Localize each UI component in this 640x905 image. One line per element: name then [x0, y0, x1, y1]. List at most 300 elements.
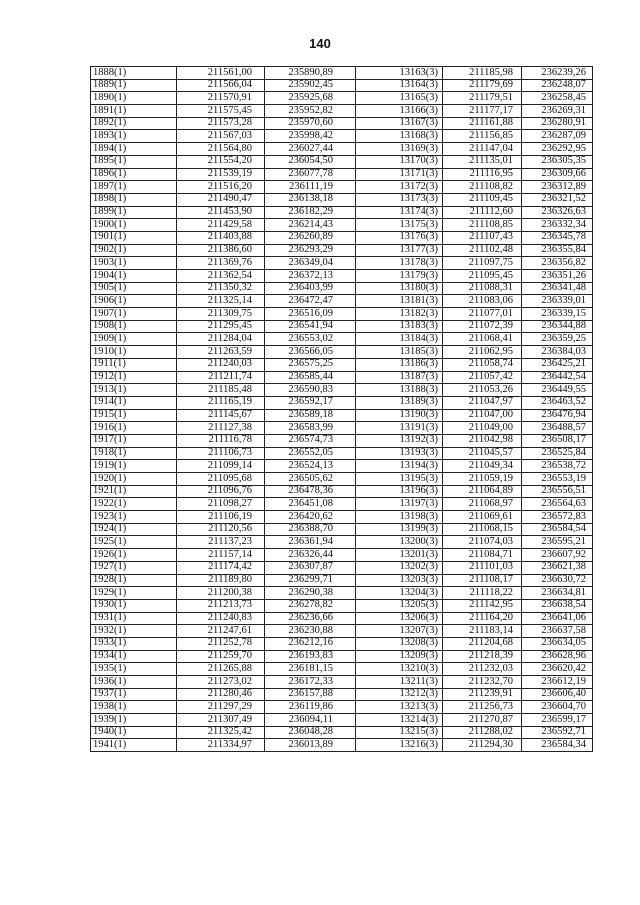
- table-row: [91, 409, 593, 422]
- y-coordinate-cell: 236182,29: [265, 206, 356, 219]
- x-coordinate-cell: 211108,82: [443, 181, 522, 194]
- y-coordinate-cell: 236508,17: [522, 434, 593, 447]
- point-id-cell: 1941(1): [91, 739, 177, 752]
- point-id-cell: 13178(3): [356, 257, 443, 270]
- y-coordinate-cell: 236356,82: [522, 257, 593, 270]
- x-coordinate-cell: 211108,85: [443, 219, 522, 232]
- x-coordinate-cell: 211057,42: [443, 371, 522, 384]
- y-coordinate-cell: 236476,94: [522, 409, 593, 422]
- y-coordinate-cell: 236403,99: [265, 282, 356, 295]
- point-id-cell: 1892(1): [91, 117, 177, 130]
- point-id-cell: 13170(3): [356, 155, 443, 168]
- y-coordinate-cell: 236553,02: [265, 333, 356, 346]
- y-coordinate-cell: 236589,18: [265, 409, 356, 422]
- table-row: [91, 67, 593, 80]
- y-coordinate-cell: 236420,62: [265, 511, 356, 524]
- point-id-cell: 13210(3): [356, 663, 443, 676]
- table-row: [91, 485, 593, 498]
- x-coordinate-cell: 211165,19: [177, 396, 265, 409]
- y-coordinate-cell: 236345,78: [522, 231, 593, 244]
- y-coordinate-cell: 236321,52: [522, 193, 593, 206]
- point-id-cell: 1928(1): [91, 574, 177, 587]
- point-id-cell: 1899(1): [91, 206, 177, 219]
- point-id-cell: 13202(3): [356, 561, 443, 574]
- y-coordinate-cell: 235998,42: [265, 130, 356, 143]
- x-coordinate-cell: 211072,39: [443, 320, 522, 333]
- x-coordinate-cell: 211429,58: [177, 219, 265, 232]
- point-id-cell: 13166(3): [356, 105, 443, 118]
- x-coordinate-cell: 211118,22: [443, 587, 522, 600]
- point-id-cell: 13208(3): [356, 637, 443, 650]
- table-row: [91, 422, 593, 435]
- y-coordinate-cell: 235970,60: [265, 117, 356, 130]
- point-id-cell: 13215(3): [356, 726, 443, 739]
- x-coordinate-cell: 211088,31: [443, 282, 522, 295]
- point-id-cell: 1905(1): [91, 282, 177, 295]
- table-row: [91, 181, 593, 194]
- x-coordinate-cell: 211106,19: [177, 511, 265, 524]
- x-coordinate-cell: 211561,00: [177, 67, 265, 80]
- table-row: [91, 625, 593, 638]
- y-coordinate-cell: 236463,52: [522, 396, 593, 409]
- y-coordinate-cell: 236572,83: [522, 511, 593, 524]
- x-coordinate-cell: 211084,71: [443, 549, 522, 562]
- point-id-cell: 13207(3): [356, 625, 443, 638]
- x-coordinate-cell: 211068,97: [443, 498, 522, 511]
- point-id-cell: 13199(3): [356, 523, 443, 536]
- y-coordinate-cell: 236553,19: [522, 473, 593, 486]
- y-coordinate-cell: 236451,08: [265, 498, 356, 511]
- y-coordinate-cell: 236607,92: [522, 549, 593, 562]
- table-row: [91, 663, 593, 676]
- y-coordinate-cell: 236638,54: [522, 599, 593, 612]
- x-coordinate-cell: 211307,49: [177, 714, 265, 727]
- x-coordinate-cell: 211295,45: [177, 320, 265, 333]
- point-id-cell: 13204(3): [356, 587, 443, 600]
- y-coordinate-cell: 236566,05: [265, 346, 356, 359]
- x-coordinate-cell: 211185,98: [443, 67, 522, 80]
- point-id-cell: 1900(1): [91, 219, 177, 232]
- y-coordinate-cell: 236287,09: [522, 130, 593, 143]
- y-coordinate-cell: 236488,57: [522, 422, 593, 435]
- point-id-cell: 13193(3): [356, 447, 443, 460]
- y-coordinate-cell: 236326,63: [522, 206, 593, 219]
- point-id-cell: 13172(3): [356, 181, 443, 194]
- point-id-cell: 1906(1): [91, 295, 177, 308]
- point-id-cell: 1927(1): [91, 561, 177, 574]
- x-coordinate-cell: 211161,88: [443, 117, 522, 130]
- point-id-cell: 13190(3): [356, 409, 443, 422]
- x-coordinate-cell: 211116,78: [177, 434, 265, 447]
- point-id-cell: 13187(3): [356, 371, 443, 384]
- point-id-cell: 13216(3): [356, 739, 443, 752]
- y-coordinate-cell: 236574,73: [265, 434, 356, 447]
- x-coordinate-cell: 211204,68: [443, 637, 522, 650]
- x-coordinate-cell: 211145,67: [177, 409, 265, 422]
- point-id-cell: 13179(3): [356, 270, 443, 283]
- y-coordinate-cell: 236307,87: [265, 561, 356, 574]
- x-coordinate-cell: 211490,47: [177, 193, 265, 206]
- x-coordinate-cell: 211047,97: [443, 396, 522, 409]
- point-id-cell: 1896(1): [91, 168, 177, 181]
- y-coordinate-cell: 236048,28: [265, 726, 356, 739]
- y-coordinate-cell: 236172,33: [265, 676, 356, 689]
- point-id-cell: 1919(1): [91, 460, 177, 473]
- point-id-cell: 1902(1): [91, 244, 177, 257]
- point-id-cell: 1934(1): [91, 650, 177, 663]
- point-id-cell: 1917(1): [91, 434, 177, 447]
- point-id-cell: 1931(1): [91, 612, 177, 625]
- table-row: [91, 333, 593, 346]
- table-row: [91, 320, 593, 333]
- point-id-cell: 13192(3): [356, 434, 443, 447]
- table-row: [91, 231, 593, 244]
- y-coordinate-cell: 236621,38: [522, 561, 593, 574]
- point-id-cell: 13200(3): [356, 536, 443, 549]
- x-coordinate-cell: 211142,95: [443, 599, 522, 612]
- y-coordinate-cell: 235925,68: [265, 92, 356, 105]
- y-coordinate-cell: 236260,89: [265, 231, 356, 244]
- point-id-cell: 13206(3): [356, 612, 443, 625]
- x-coordinate-cell: 211265,88: [177, 663, 265, 676]
- point-id-cell: 1937(1): [91, 688, 177, 701]
- y-coordinate-cell: 236278,82: [265, 599, 356, 612]
- point-id-cell: 13209(3): [356, 650, 443, 663]
- point-id-cell: 13203(3): [356, 574, 443, 587]
- point-id-cell: 13174(3): [356, 206, 443, 219]
- y-coordinate-cell: 236599,17: [522, 714, 593, 727]
- x-coordinate-cell: 211179,69: [443, 79, 522, 92]
- y-coordinate-cell: 235890,89: [265, 67, 356, 80]
- y-coordinate-cell: 236449,55: [522, 384, 593, 397]
- x-coordinate-cell: 211288,02: [443, 726, 522, 739]
- x-coordinate-cell: 211097,75: [443, 257, 522, 270]
- x-coordinate-cell: 211177,17: [443, 105, 522, 118]
- page-number: 140: [309, 36, 331, 51]
- x-coordinate-cell: 211386,60: [177, 244, 265, 257]
- y-coordinate-cell: 236516,09: [265, 308, 356, 321]
- x-coordinate-cell: 211554,20: [177, 155, 265, 168]
- table-row: [91, 536, 593, 549]
- y-coordinate-cell: 235952,82: [265, 105, 356, 118]
- point-id-cell: 13167(3): [356, 117, 443, 130]
- y-coordinate-cell: 236472,47: [265, 295, 356, 308]
- y-coordinate-cell: 236628,96: [522, 650, 593, 663]
- point-id-cell: 13191(3): [356, 422, 443, 435]
- x-coordinate-cell: 211325,42: [177, 726, 265, 739]
- x-coordinate-cell: 211099,14: [177, 460, 265, 473]
- x-coordinate-cell: 211334,97: [177, 739, 265, 752]
- y-coordinate-cell: 236312,89: [522, 181, 593, 194]
- table-row: [91, 358, 593, 371]
- point-id-cell: 1915(1): [91, 409, 177, 422]
- point-id-cell: 13211(3): [356, 676, 443, 689]
- y-coordinate-cell: 236305,35: [522, 155, 593, 168]
- point-id-cell: 1923(1): [91, 511, 177, 524]
- x-coordinate-cell: 211053,26: [443, 384, 522, 397]
- table-row: [91, 244, 593, 257]
- x-coordinate-cell: 211240,03: [177, 358, 265, 371]
- x-coordinate-cell: 211068,15: [443, 523, 522, 536]
- x-coordinate-cell: 211516,20: [177, 181, 265, 194]
- point-id-cell: 13213(3): [356, 701, 443, 714]
- y-coordinate-cell: 236595,21: [522, 536, 593, 549]
- x-coordinate-cell: 211573,28: [177, 117, 265, 130]
- table-row: [91, 612, 593, 625]
- y-coordinate-cell: 236538,72: [522, 460, 593, 473]
- table-row: [91, 270, 593, 283]
- coordinates-table-body: [91, 67, 593, 752]
- y-coordinate-cell: 236634,05: [522, 637, 593, 650]
- x-coordinate-cell: 211294,30: [443, 739, 522, 752]
- x-coordinate-cell: 211135,01: [443, 155, 522, 168]
- point-id-cell: 1910(1): [91, 346, 177, 359]
- x-coordinate-cell: 211273,02: [177, 676, 265, 689]
- table-row: [91, 371, 593, 384]
- y-coordinate-cell: 236505,62: [265, 473, 356, 486]
- table-row: [91, 637, 593, 650]
- point-id-cell: 13201(3): [356, 549, 443, 562]
- y-coordinate-cell: 236355,84: [522, 244, 593, 257]
- point-id-cell: 1914(1): [91, 396, 177, 409]
- point-id-cell: 13186(3): [356, 358, 443, 371]
- point-id-cell: 1926(1): [91, 549, 177, 562]
- x-coordinate-cell: 211045,57: [443, 447, 522, 460]
- y-coordinate-cell: 236612,19: [522, 676, 593, 689]
- x-coordinate-cell: 211127,38: [177, 422, 265, 435]
- table-row: [91, 511, 593, 524]
- y-coordinate-cell: 236584,54: [522, 523, 593, 536]
- x-coordinate-cell: 211098,27: [177, 498, 265, 511]
- x-coordinate-cell: 211058,74: [443, 358, 522, 371]
- x-coordinate-cell: 211157,14: [177, 549, 265, 562]
- point-id-cell: 1920(1): [91, 473, 177, 486]
- point-id-cell: 1903(1): [91, 257, 177, 270]
- x-coordinate-cell: 211263,59: [177, 346, 265, 359]
- y-coordinate-cell: 236292,95: [522, 143, 593, 156]
- table-row: [91, 714, 593, 727]
- y-coordinate-cell: 236111,19: [265, 181, 356, 194]
- x-coordinate-cell: 211403,88: [177, 231, 265, 244]
- x-coordinate-cell: 211164,20: [443, 612, 522, 625]
- point-id-cell: 1933(1): [91, 637, 177, 650]
- x-coordinate-cell: 211109,45: [443, 193, 522, 206]
- point-id-cell: 1930(1): [91, 599, 177, 612]
- table-row: [91, 219, 593, 232]
- x-coordinate-cell: 211256,73: [443, 701, 522, 714]
- coordinates-table: [90, 66, 593, 752]
- x-coordinate-cell: 211102,48: [443, 244, 522, 257]
- point-id-cell: 1921(1): [91, 485, 177, 498]
- point-id-cell: 13169(3): [356, 143, 443, 156]
- point-id-cell: 1911(1): [91, 358, 177, 371]
- y-coordinate-cell: 236119,86: [265, 701, 356, 714]
- x-coordinate-cell: 211575,45: [177, 105, 265, 118]
- y-coordinate-cell: 236027,44: [265, 143, 356, 156]
- y-coordinate-cell: 236138,18: [265, 193, 356, 206]
- table-row: [91, 143, 593, 156]
- point-id-cell: 13173(3): [356, 193, 443, 206]
- x-coordinate-cell: 211095,68: [177, 473, 265, 486]
- x-coordinate-cell: 211213,73: [177, 599, 265, 612]
- point-id-cell: 1939(1): [91, 714, 177, 727]
- x-coordinate-cell: 211252,78: [177, 637, 265, 650]
- y-coordinate-cell: 236641,06: [522, 612, 593, 625]
- point-id-cell: 1936(1): [91, 676, 177, 689]
- point-id-cell: 1913(1): [91, 384, 177, 397]
- point-id-cell: 13165(3): [356, 92, 443, 105]
- x-coordinate-cell: 211259,70: [177, 650, 265, 663]
- table-row: [91, 676, 593, 689]
- point-id-cell: 13183(3): [356, 320, 443, 333]
- y-coordinate-cell: 236584,34: [522, 739, 593, 752]
- table-row: [91, 384, 593, 397]
- y-coordinate-cell: 236339,01: [522, 295, 593, 308]
- point-id-cell: 1908(1): [91, 320, 177, 333]
- table-row: [91, 549, 593, 562]
- table-row: [91, 396, 593, 409]
- x-coordinate-cell: 211101,03: [443, 561, 522, 574]
- point-id-cell: 1891(1): [91, 105, 177, 118]
- x-coordinate-cell: 211218,39: [443, 650, 522, 663]
- x-coordinate-cell: 211106,73: [177, 447, 265, 460]
- point-id-cell: 1907(1): [91, 308, 177, 321]
- x-coordinate-cell: 211566,04: [177, 79, 265, 92]
- y-coordinate-cell: 236583,99: [265, 422, 356, 435]
- point-id-cell: 1940(1): [91, 726, 177, 739]
- y-coordinate-cell: 236341,48: [522, 282, 593, 295]
- table-row: [91, 130, 593, 143]
- x-coordinate-cell: 211049,34: [443, 460, 522, 473]
- table-row: [91, 282, 593, 295]
- table-row: [91, 447, 593, 460]
- y-coordinate-cell: 236524,13: [265, 460, 356, 473]
- x-coordinate-cell: 211183,14: [443, 625, 522, 638]
- x-coordinate-cell: 211083,06: [443, 295, 522, 308]
- point-id-cell: 13188(3): [356, 384, 443, 397]
- y-coordinate-cell: 236248,07: [522, 79, 593, 92]
- x-coordinate-cell: 211280,46: [177, 688, 265, 701]
- point-id-cell: 13194(3): [356, 460, 443, 473]
- y-coordinate-cell: 236349,04: [265, 257, 356, 270]
- point-id-cell: 13182(3): [356, 308, 443, 321]
- y-coordinate-cell: 236592,17: [265, 396, 356, 409]
- x-coordinate-cell: 211240,83: [177, 612, 265, 625]
- point-id-cell: 13189(3): [356, 396, 443, 409]
- y-coordinate-cell: 236541,94: [265, 320, 356, 333]
- table-row: [91, 257, 593, 270]
- point-id-cell: 1929(1): [91, 587, 177, 600]
- x-coordinate-cell: 211074,03: [443, 536, 522, 549]
- y-coordinate-cell: 236157,88: [265, 688, 356, 701]
- point-id-cell: 1924(1): [91, 523, 177, 536]
- x-coordinate-cell: 211137,23: [177, 536, 265, 549]
- y-coordinate-cell: 236384,03: [522, 346, 593, 359]
- y-coordinate-cell: 236339,15: [522, 308, 593, 321]
- point-id-cell: 1935(1): [91, 663, 177, 676]
- y-coordinate-cell: 236214,43: [265, 219, 356, 232]
- y-coordinate-cell: 236236,66: [265, 612, 356, 625]
- point-id-cell: 1912(1): [91, 371, 177, 384]
- y-coordinate-cell: 236181,15: [265, 663, 356, 676]
- y-coordinate-cell: 236637,58: [522, 625, 593, 638]
- y-coordinate-cell: 236193,83: [265, 650, 356, 663]
- x-coordinate-cell: 211059,19: [443, 473, 522, 486]
- x-coordinate-cell: 211062,95: [443, 346, 522, 359]
- point-id-cell: 1904(1): [91, 270, 177, 283]
- table-row: [91, 650, 593, 663]
- x-coordinate-cell: 211232,03: [443, 663, 522, 676]
- x-coordinate-cell: 211362,54: [177, 270, 265, 283]
- y-coordinate-cell: 236630,72: [522, 574, 593, 587]
- y-coordinate-cell: 236230,88: [265, 625, 356, 638]
- point-id-cell: 1897(1): [91, 181, 177, 194]
- x-coordinate-cell: 211284,04: [177, 333, 265, 346]
- point-id-cell: 1901(1): [91, 231, 177, 244]
- table-row: [91, 92, 593, 105]
- table-row: [91, 726, 593, 739]
- table-row: [91, 117, 593, 130]
- y-coordinate-cell: 236585,44: [265, 371, 356, 384]
- y-coordinate-cell: 236351,26: [522, 270, 593, 283]
- x-coordinate-cell: 211211,74: [177, 371, 265, 384]
- point-id-cell: 13184(3): [356, 333, 443, 346]
- x-coordinate-cell: 211174,42: [177, 561, 265, 574]
- table-row: [91, 701, 593, 714]
- y-coordinate-cell: 236592,71: [522, 726, 593, 739]
- y-coordinate-cell: 236620,42: [522, 663, 593, 676]
- x-coordinate-cell: 211200,38: [177, 587, 265, 600]
- table-row: [91, 739, 593, 752]
- y-coordinate-cell: 236359,25: [522, 333, 593, 346]
- table-row: [91, 434, 593, 447]
- x-coordinate-cell: 211185,48: [177, 384, 265, 397]
- point-id-cell: 1922(1): [91, 498, 177, 511]
- point-id-cell: 13205(3): [356, 599, 443, 612]
- x-coordinate-cell: 211179,51: [443, 92, 522, 105]
- x-coordinate-cell: 211239,91: [443, 688, 522, 701]
- point-id-cell: 13176(3): [356, 231, 443, 244]
- y-coordinate-cell: 236556,51: [522, 485, 593, 498]
- x-coordinate-cell: 211539,19: [177, 168, 265, 181]
- x-coordinate-cell: 211120,56: [177, 523, 265, 536]
- table-row: [91, 498, 593, 511]
- point-id-cell: 1925(1): [91, 536, 177, 549]
- x-coordinate-cell: 211350,32: [177, 282, 265, 295]
- y-coordinate-cell: 236013,89: [265, 739, 356, 752]
- x-coordinate-cell: 211096,76: [177, 485, 265, 498]
- x-coordinate-cell: 211247,61: [177, 625, 265, 638]
- table-row: [91, 79, 593, 92]
- y-coordinate-cell: 236478,36: [265, 485, 356, 498]
- x-coordinate-cell: 211042,98: [443, 434, 522, 447]
- x-coordinate-cell: 211297,29: [177, 701, 265, 714]
- point-id-cell: 1898(1): [91, 193, 177, 206]
- point-id-cell: 13175(3): [356, 219, 443, 232]
- x-coordinate-cell: 211567,03: [177, 130, 265, 143]
- x-coordinate-cell: 211108,17: [443, 574, 522, 587]
- table-row: [91, 574, 593, 587]
- point-id-cell: 1888(1): [91, 67, 177, 80]
- y-coordinate-cell: 236269,31: [522, 105, 593, 118]
- y-coordinate-cell: 236293,29: [265, 244, 356, 257]
- x-coordinate-cell: 211112,60: [443, 206, 522, 219]
- x-coordinate-cell: 211369,76: [177, 257, 265, 270]
- x-coordinate-cell: 211232,70: [443, 676, 522, 689]
- point-id-cell: 1889(1): [91, 79, 177, 92]
- y-coordinate-cell: 236299,71: [265, 574, 356, 587]
- y-coordinate-cell: 236552,05: [265, 447, 356, 460]
